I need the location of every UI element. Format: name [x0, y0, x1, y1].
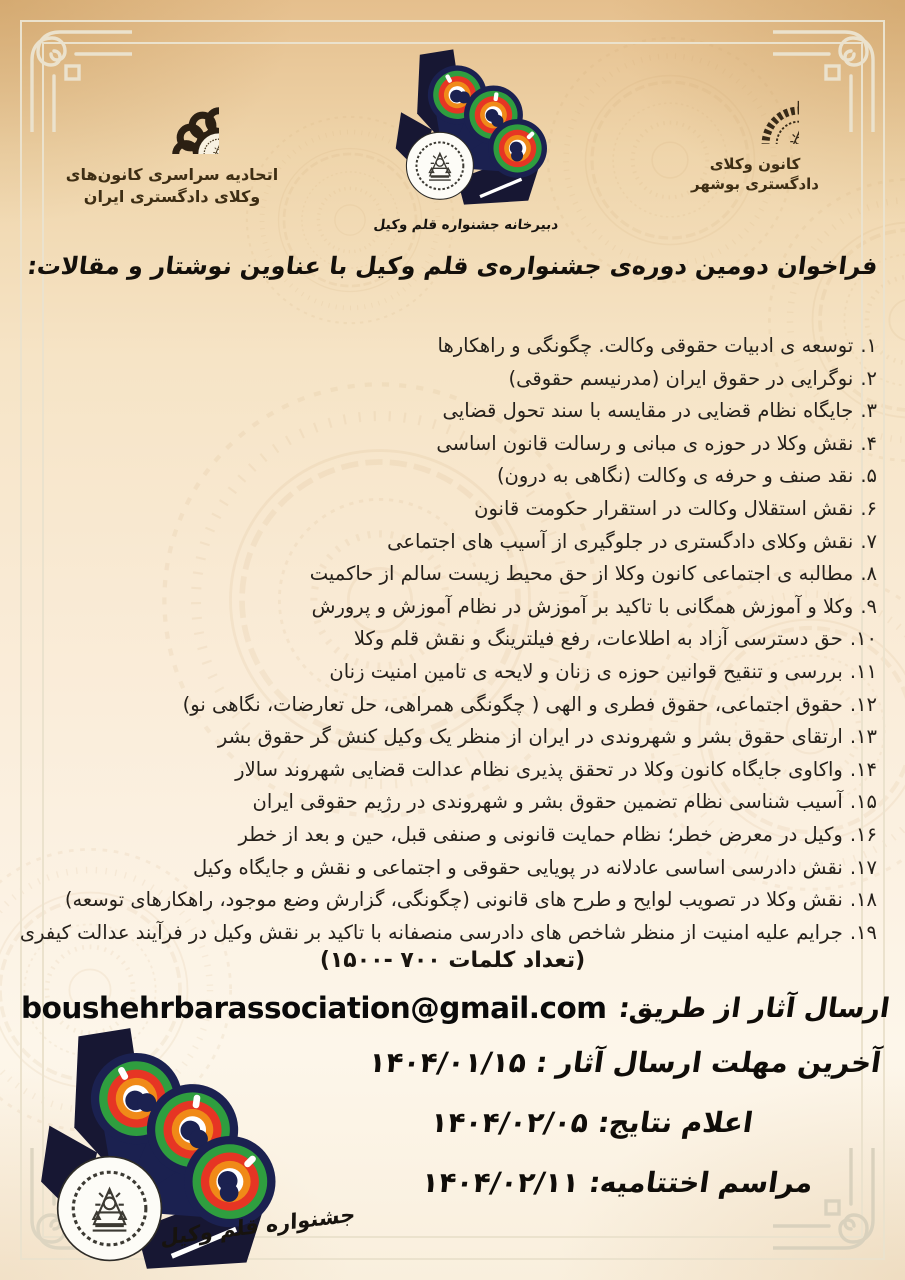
topic-item [8, 754, 877, 787]
topic-text: ارتقای حقوق بشر و شهروندی در ایران از منظر یک وکیل کنش گر حقوق بشر [217, 725, 843, 749]
topic-item [8, 526, 877, 559]
footer-festival-caption: جشنواره قلم وکیل [160, 1201, 356, 1251]
bushehr-bar-caption [663, 154, 847, 195]
topic-text: نقش وکلا در تصویب لوایح و طرح های قانونی (چگونگی، گزارش وضع موجود، راهکارهای توسعه) [64, 888, 843, 912]
topic-number: ۱۳. [849, 725, 877, 749]
festival-secretariat-caption: دبیرخانه جشنواره قلم وکیل [372, 217, 560, 233]
topic-text: حقوق اجتماعی، حقوق فطری و الهی ( چگونگی همراهی، حل تعارضات، نگاهی نو) [182, 692, 843, 716]
topic-item [8, 819, 877, 852]
topic-number: ۱۱. [849, 659, 877, 683]
bushehr-bar-logo-block [663, 56, 847, 195]
topic-text: جایگاه نظام قضایی در مقایسه با سند تحول قضایی [442, 399, 854, 423]
topic-item [8, 460, 877, 493]
deadline-label: آخرین مهلت ارسال آثار : [533, 1046, 884, 1079]
topic-text: واکاوی جایگاه کانون وکلا در تحقق پذیری نظام عدالت قضایی شهروند سالار [235, 757, 843, 781]
topic-text: حق دسترسی آزاد به اطلاعات، رفع فیلترینگ و نقش قلم وکلا [353, 627, 843, 651]
union-flower-seal-icon [125, 60, 219, 154]
topic-text: نوگرایی در حقوق ایران (مدرنیسم حقوقی) [508, 366, 854, 390]
deadline-value: ۱۴۰۴/۰۱/۱۵ [366, 1046, 529, 1079]
topic-number: ۳. [860, 399, 877, 423]
topic-number: ۱۰. [849, 627, 877, 651]
topic-item [8, 852, 877, 885]
submission-email: boushehrbarassociation@gmail.com [20, 991, 607, 1025]
topic-text: بررسی و تنقیح قوانین حوزه ی زنان و لایحه ی تامین امنیت زنان [329, 659, 843, 683]
topic-item [8, 395, 877, 428]
topic-number: ۱۶. [849, 822, 877, 846]
topic-item [8, 623, 877, 656]
topic-text: وکیل در معرض خطر؛ نظام حمایت قانونی و صنفی قبل، حین و بعد از خطر [238, 822, 843, 846]
topic-text: نقش وکلا در حوزه ی مبانی و رسالت قانون اساسی [436, 431, 854, 455]
topic-item [8, 428, 877, 461]
topic-text: نقش استقلال وکالت در استقرار حکومت قانون [474, 496, 854, 520]
pen-fan-logo-icon [378, 48, 554, 210]
deadline-row-results [429, 1106, 755, 1139]
submission-label: ارسال آثار از طریق: [616, 992, 892, 1024]
topic-item [8, 493, 877, 526]
topic-text: مطالبه ی اجتماعی کانون وکلا از حق محیط زیست سالم از حاکمیت [309, 562, 854, 586]
topic-number: ۱۴. [849, 757, 877, 781]
topic-text: آسیب شناسی نظام تضمین حقوق بشر و شهروندی در رژیم حقوقی ایران [252, 790, 843, 814]
deadline-label: مراسم اختتامیه: [586, 1166, 816, 1199]
deadline-value: ۱۴۰۴/۰۲/۱۱ [419, 1166, 582, 1199]
topic-item [8, 689, 877, 722]
word-count-note: (تعداد کلمات ۷۰۰ -۱۵۰۰) [319, 948, 586, 973]
topic-number: ۴. [860, 431, 877, 455]
topic-number: ۱۹. [849, 920, 877, 944]
bushehr-caption-line1: کانون وکلای [709, 155, 801, 173]
topic-number: ۱۷. [849, 855, 877, 879]
deadline-value: ۱۴۰۴/۰۲/۰۵ [428, 1106, 591, 1139]
topic-number: ۲. [860, 366, 877, 390]
topic-number: ۵. [860, 464, 877, 488]
deadline-label: اعلام نتایج: [596, 1106, 756, 1139]
poster-title: فراخوان دومین دوره‌ی جشنواره‌ی قلم وکیل با عناوین نوشتار و مقالات: [25, 252, 880, 280]
union-caption-line2: وکلای دادگستری ایران [83, 186, 261, 206]
topic-number: ۹. [860, 594, 877, 618]
topic-item [8, 591, 877, 624]
topic-number: ۸. [860, 562, 877, 586]
topic-item [8, 721, 877, 754]
topic-number: ۱. [860, 334, 877, 357]
festival-secretariat-logo-block [366, 48, 566, 234]
union-bar-logo-block [57, 60, 287, 207]
topic-item [8, 884, 877, 917]
topic-number: ۱۲. [849, 692, 877, 716]
submission-row [20, 984, 892, 1032]
topic-text: توسعه ی ادبیات حقوقی وکالت. چگونگی و راهکارها [437, 334, 854, 357]
topic-item [8, 558, 877, 591]
topic-item [8, 363, 877, 396]
topic-text: نقش وکلای دادگستری در جلوگیری از آسیب های اجتماعی [387, 529, 854, 553]
bushehr-caption-line2: دادگستری بوشهر [691, 175, 819, 194]
topic-number: ۱۵. [849, 790, 877, 814]
topic-text: وکلا و آموزش همگانی با تاکید بر آموزش در نظام آموزش و پرورش [311, 594, 854, 618]
topic-item [8, 786, 877, 819]
topic-item [8, 330, 877, 363]
deadline-row-ceremony [420, 1166, 815, 1199]
topic-number: ۱۸. [849, 888, 877, 912]
topics-list [8, 330, 877, 949]
bushehr-wreath-seal-icon [711, 56, 799, 144]
union-bar-caption [57, 164, 287, 207]
topic-number: ۶. [860, 496, 877, 520]
topic-text: جرایم علیه امنیت از منظر شاخص های دادرسی منصفانه با تاکید بر نقش وکیل در فرآیند عدالت کیفری [19, 920, 843, 944]
deadline-row-submission [367, 1046, 884, 1079]
union-caption-line1: اتحادیه سراسری کانون‌های [65, 165, 279, 184]
topic-number: ۷. [860, 529, 877, 553]
topic-text: نقش دادرسی اساسی عادلانه در پویایی حقوقی و اجتماعی و نقش و جایگاه وکیل [192, 855, 843, 879]
topic-item [8, 917, 877, 950]
topic-text: نقد صنف و حرفه ی وکالت (نگاهی به درون) [496, 464, 854, 488]
topic-item [8, 656, 877, 689]
